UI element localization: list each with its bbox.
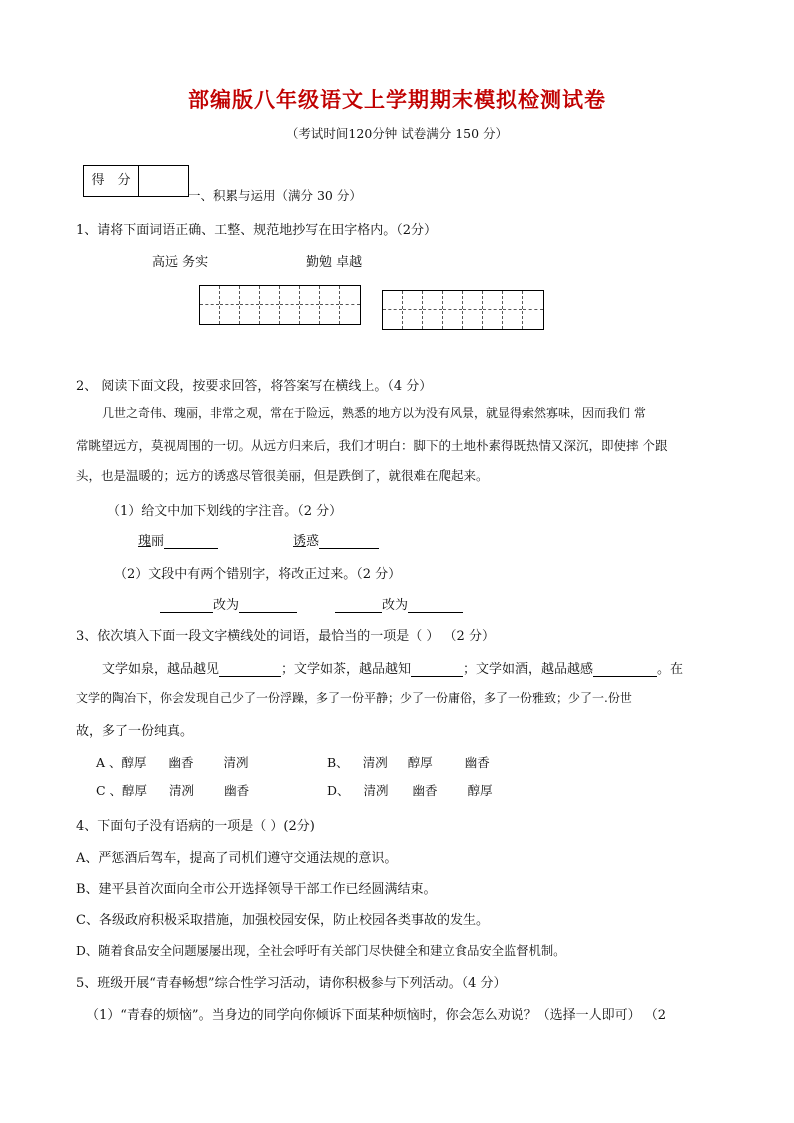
- answer-blank[interactable]: [408, 599, 463, 613]
- underlined-char: 瑰: [138, 534, 152, 549]
- answer-blank[interactable]: [411, 663, 463, 677]
- score-box: [83, 165, 189, 197]
- q2-sub1: （1）给文中加下划线的字注音。（2 分）: [107, 504, 343, 519]
- q3-line3: 故，多了一份纯真。: [76, 724, 194, 739]
- answer-blank[interactable]: [319, 535, 379, 549]
- q2-sub1-item-b: 诱惑: [293, 530, 379, 549]
- answer-blank[interactable]: [239, 599, 297, 613]
- writing-grid-2[interactable]: [382, 290, 544, 330]
- score-blank: [139, 166, 188, 196]
- q5-sub1: （1）“青春的烦恼”。当身边的同学向你倾诉下面某种烦恼时，你会怎么劝说？（选择一人即可） （2: [86, 1008, 666, 1023]
- page-title: 部编版八年级语文上学期期末模拟检测试卷: [188, 88, 606, 112]
- score-label: 得 分: [84, 166, 139, 196]
- q2-correction-2: 改为: [335, 594, 463, 613]
- q2-stem: 2、 阅读下面文段，按要求回答，将答案写在横线上。（4 分）: [76, 379, 433, 394]
- q3-line2: 文学的陶冶下，你会发现自己少了一份浮躁，多了一份平静；少了一份庸俗，多了一份雅致；少了一.份世: [76, 691, 632, 705]
- q3-option-b[interactable]: B、 清冽 醇厚 幽香: [327, 755, 490, 770]
- q2-passage-line3: 头，也是温暖的；远方的诱惑尽管很美丽，但是跌倒了，就很难在爬起来。: [76, 468, 489, 483]
- q2-correction-1: 改为: [160, 594, 297, 613]
- q2-passage-line1: 几世之奇伟、瑰丽，非常之观，常在于险远，熟悉的地方以为没有风景，就显得索然寡味，因而我们 常: [102, 406, 646, 420]
- answer-blank[interactable]: [593, 663, 657, 677]
- q5-stem: 5、班级开展“青春畅想”综合性学习活动，请你积极参与下列活动。（4 分）: [76, 976, 507, 991]
- q4-option-d[interactable]: D、随着食品安全问题屡屡出现，全社会呼吁有关部门尽快健全和建立食品安全监督机制。: [76, 944, 566, 958]
- q2-passage-line2: 常眺望远方，莫视周围的一切。从远方归来后，我们才明白：脚下的土地朴素得既热情又深沉，即使摔 个跟: [76, 438, 668, 453]
- exam-info: （考试时间120分钟 试卷满分 150 分）: [285, 126, 509, 141]
- q1-word1: 高远 务实: [152, 255, 209, 270]
- q3-option-d[interactable]: D、 清冽 幽香 醇厚: [327, 783, 493, 798]
- q4-stem: 4、下面句子没有语病的一项是（ ）(2分): [76, 819, 315, 834]
- answer-blank[interactable]: [335, 599, 382, 613]
- q4-option-c[interactable]: C、各级政府积极采取措施，加强校园安保，防止校园各类事故的发生。: [76, 913, 489, 928]
- answer-blank[interactable]: [219, 663, 281, 677]
- q3-stem: 3、依次填入下面一段文字横线处的词语，最恰当的一项是（ ） （2 分）: [76, 629, 495, 644]
- underlined-char: 诱: [293, 534, 307, 549]
- q4-option-b[interactable]: B、建平县首次面向全市公开选择领导干部工作已经圆满结束。: [76, 882, 437, 897]
- q2-sub2: （2）文段中有两个错别字，将改正过来。（2 分）: [114, 567, 402, 582]
- answer-blank[interactable]: [160, 599, 213, 613]
- q4-option-a[interactable]: A、严惩酒后驾车，提高了司机们遵守交通法规的意识。: [76, 851, 398, 866]
- q2-sub1-item-a: 瑰丽: [138, 530, 218, 549]
- q1-word2: 勤勉 卓越: [306, 255, 363, 270]
- q3-option-c[interactable]: C 、醇厚 清冽 幽香: [96, 783, 250, 798]
- answer-blank[interactable]: [164, 535, 218, 549]
- q3-line1: 文学如泉，越品越见 ；文学如茶，越品越知 ；文学如酒，越品越感 。在: [102, 662, 684, 677]
- section-title: 一、积累与运用（满分 30 分）: [188, 188, 362, 203]
- q1-stem: 1、请将下面词语正确、工整、规范地抄写在田字格内。（2分）: [76, 223, 438, 238]
- writing-grid-1[interactable]: [199, 285, 361, 325]
- q3-option-a[interactable]: A 、醇厚 幽香 清冽: [96, 755, 249, 770]
